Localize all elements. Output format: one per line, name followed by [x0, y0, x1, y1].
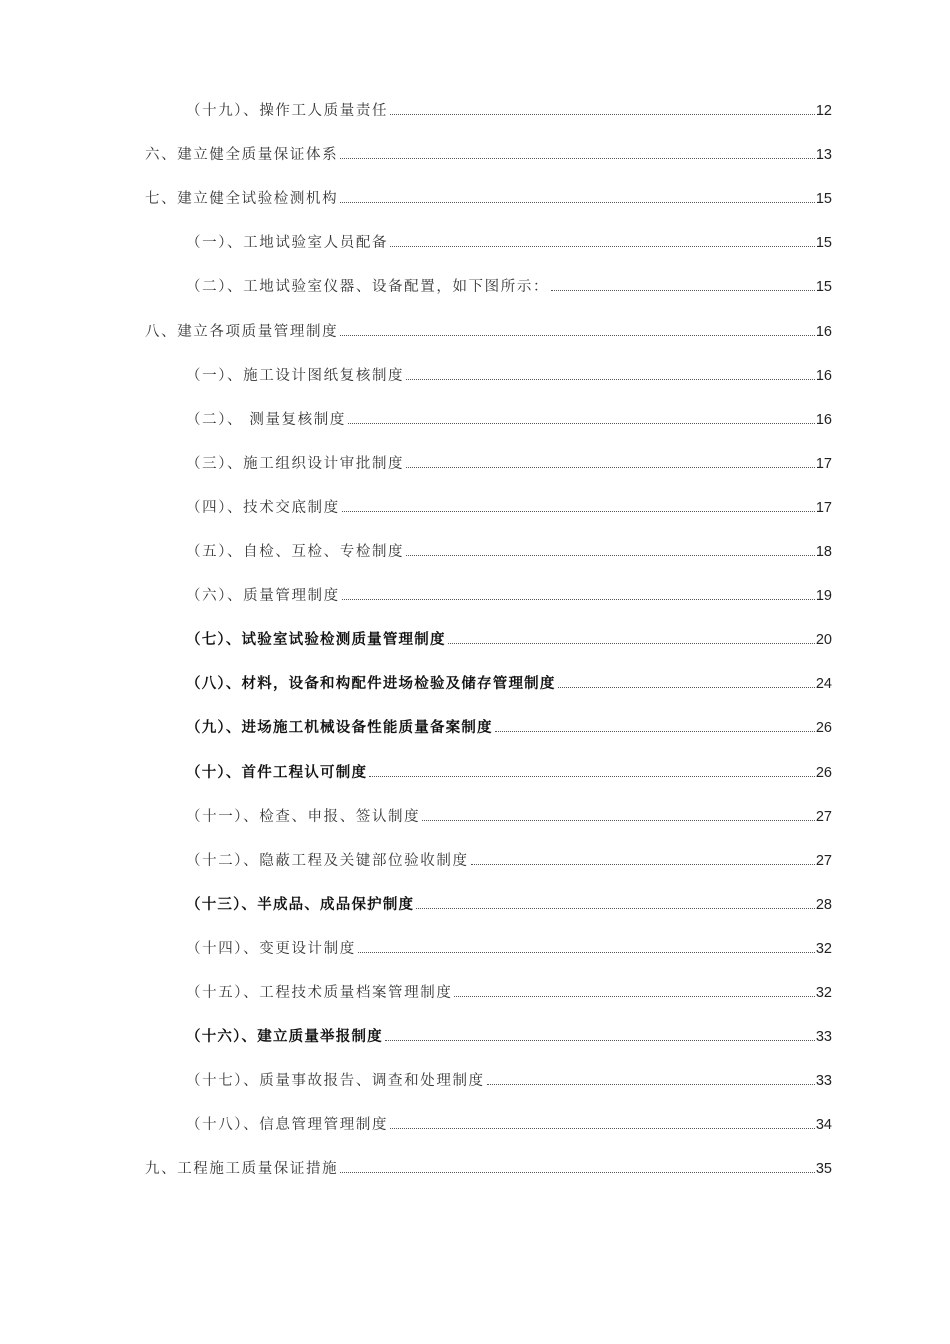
toc-entry-title: 八、建立各项质量管理制度 [145, 323, 339, 340]
toc-dot-leader [385, 1040, 815, 1041]
toc-entry-page-number: 27 [815, 852, 832, 869]
toc-entry[interactable] [145, 1157, 832, 1181]
toc-entry-title: （五）、自检、互检、专检制度 [186, 544, 405, 560]
toc-entry-title: （十三）、半成品、成品保护制度 [186, 896, 415, 913]
toc-entry[interactable] [186, 540, 832, 564]
toc-entry-page-number: 12 [815, 103, 832, 119]
toc-entry-page-number: 33 [815, 1073, 832, 1090]
toc-entry-page-number: 13 [815, 147, 832, 164]
toc-entry[interactable] [186, 452, 832, 476]
toc-entry-page-number: 35 [815, 1161, 832, 1178]
toc-dot-leader [422, 820, 815, 821]
toc-entry[interactable] [186, 849, 832, 873]
toc-dot-leader [369, 776, 815, 777]
toc-entry[interactable] [186, 672, 832, 696]
toc-entry-title: （一）、工地试验室人员配备 [186, 235, 389, 252]
toc-entry[interactable] [186, 716, 832, 740]
toc-entry[interactable] [186, 805, 832, 829]
toc-dot-leader [390, 114, 815, 115]
toc-entry-page-number: 15 [815, 279, 832, 296]
toc-entry-title: （十二）、隐蔽工程及关键部位验收制度 [186, 852, 469, 869]
toc-dot-leader [471, 864, 815, 865]
toc-entry-title: （十）、首件工程认可制度 [186, 764, 368, 781]
toc-dot-leader [342, 511, 815, 512]
toc-entry[interactable] [186, 981, 832, 1005]
toc-entry[interactable] [186, 275, 832, 299]
toc-entry-page-number: 17 [815, 455, 832, 472]
toc-entry-title: （十一）、检查、申报、签认制度 [186, 808, 421, 825]
toc-entry-title: （四）、技术交底制度 [186, 499, 340, 516]
toc-entry[interactable] [186, 937, 832, 961]
toc-entry[interactable] [186, 1113, 832, 1137]
toc-entry-title: （六）、质量管理制度 [186, 588, 340, 605]
toc-dot-leader [390, 246, 815, 247]
toc-entry-title: （十六）、建立质量举报制度 [186, 1029, 383, 1046]
toc-entry[interactable] [186, 761, 832, 785]
toc-entry-title: 九、工程施工质量保证措施 [145, 1161, 339, 1178]
toc-entry-title: （七）、试验室试验检测质量管理制度 [186, 632, 446, 649]
toc-dot-leader [448, 643, 815, 644]
toc-dot-leader [340, 335, 815, 336]
toc-entry[interactable] [186, 893, 832, 917]
toc-entry-title: 七、建立健全试验检测机构 [145, 191, 339, 208]
toc-entry-page-number: 24 [815, 676, 832, 693]
toc-entry-page-number: 15 [815, 235, 832, 252]
toc-dot-leader [340, 1172, 815, 1173]
toc-entry-title: （十七）、质量事故报告、调查和处理制度 [186, 1073, 485, 1090]
toc-entry-page-number: 28 [815, 896, 832, 913]
toc-entry[interactable] [186, 628, 832, 652]
toc-dot-leader [340, 202, 815, 203]
toc-entry-page-number: 34 [815, 1117, 832, 1134]
toc-entry[interactable] [145, 143, 832, 167]
toc-entry-page-number: 33 [815, 1029, 832, 1046]
toc-dot-leader [487, 1084, 815, 1085]
toc-dot-leader [358, 952, 815, 953]
toc-entry[interactable] [186, 584, 832, 608]
toc-entry-page-number: 17 [815, 499, 832, 516]
toc-entry[interactable] [186, 99, 832, 123]
toc-entry-page-number: 19 [815, 588, 832, 605]
toc-dot-leader [348, 423, 815, 424]
toc-dot-leader [342, 599, 815, 600]
toc-dot-leader [406, 467, 815, 468]
toc-dot-leader [495, 731, 815, 732]
toc-dot-leader [454, 996, 814, 997]
toc-entry-title: （一）、施工设计图纸复核制度 [186, 367, 405, 384]
toc-entry-page-number: 16 [815, 411, 832, 428]
toc-entry-title: （二）、 测量复核制度 [186, 411, 346, 428]
toc-entry[interactable] [186, 496, 832, 520]
toc-entry[interactable] [186, 1069, 832, 1093]
toc-dot-leader [558, 687, 815, 688]
toc-entry-page-number: 26 [815, 720, 832, 737]
toc-dot-leader [390, 1128, 815, 1129]
toc-entry-page-number: 15 [815, 191, 832, 208]
toc-dot-leader [551, 290, 815, 291]
toc-entry-title: （十五）、工程技术质量档案管理制度 [186, 985, 453, 1001]
toc-entry[interactable] [186, 408, 832, 432]
toc-entry[interactable] [186, 1025, 832, 1049]
toc-entry-title: （九）、进场施工机械设备性能质量备案制度 [186, 720, 493, 737]
toc-entry-page-number: 26 [815, 764, 832, 781]
toc-entry-title: （八）、材料，设备和构配件进场检验及储存管理制度 [186, 676, 556, 693]
toc-entry[interactable] [186, 231, 832, 255]
toc-dot-leader [406, 379, 815, 380]
toc-dot-leader [406, 555, 815, 556]
toc-entry[interactable] [145, 320, 832, 344]
toc-dot-leader [340, 158, 815, 159]
toc-entry-page-number: 18 [815, 544, 832, 560]
toc-entry-title: （十四）、变更设计制度 [186, 940, 356, 957]
toc-entry-page-number: 27 [815, 808, 832, 825]
toc-entry-title: （二）、工地试验室仪器、设备配置，如下图所示： [186, 279, 550, 296]
toc-entry-title: （十九）、操作工人质量责任 [186, 103, 389, 119]
toc-entry-page-number: 32 [815, 985, 832, 1001]
toc-entry-page-number: 32 [815, 940, 832, 957]
toc-entry[interactable] [186, 364, 832, 388]
toc-entry-page-number: 16 [815, 323, 832, 340]
toc-dot-leader [416, 908, 815, 909]
toc-entry-page-number: 20 [815, 632, 832, 649]
toc-entry-title: （三）、施工组织设计审批制度 [186, 455, 405, 472]
toc-entry-title: 六、建立健全质量保证体系 [145, 147, 339, 164]
toc-entry[interactable] [145, 187, 832, 211]
toc-entry-title: （十八）、信息管理管理制度 [186, 1117, 389, 1134]
toc-entry-page-number: 16 [815, 367, 832, 384]
